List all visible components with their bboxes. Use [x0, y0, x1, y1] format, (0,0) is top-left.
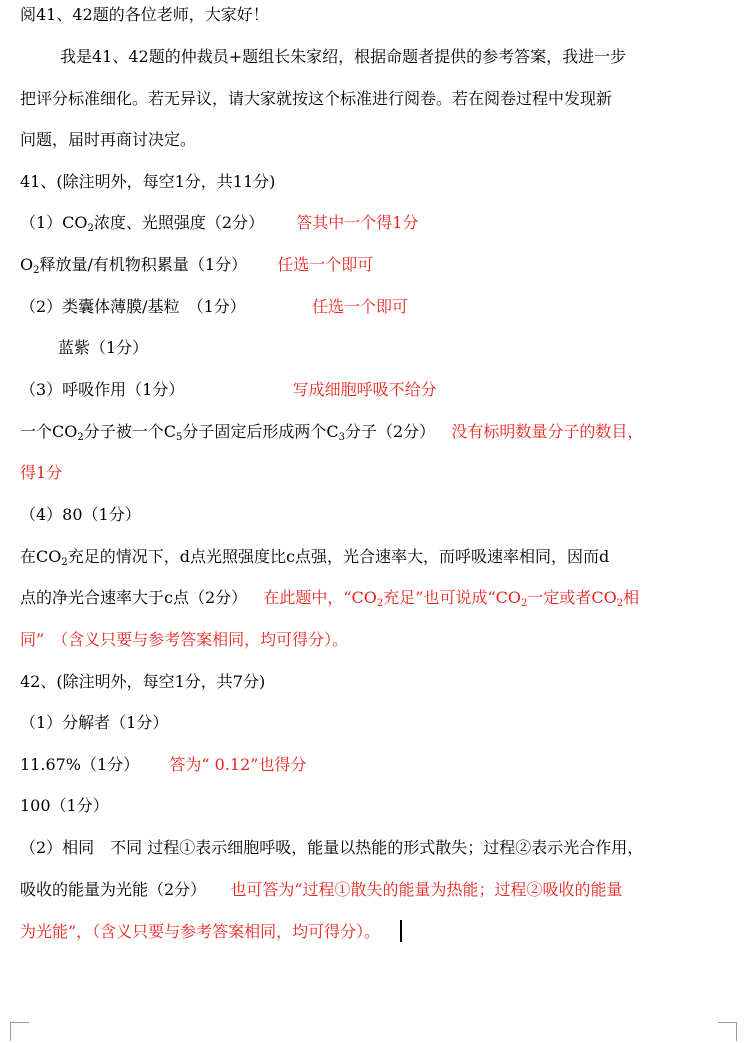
grading-note: 任选一个即可 — [277, 255, 374, 274]
intro-text-3: 问题，届时再商讨决定。 — [20, 130, 197, 149]
q41-p1b-text: O — [20, 255, 34, 274]
grading-note: 没有标明数量分子的数目， — [451, 422, 644, 441]
intro-text-1: 我是41、42题的仲裁员+题组长朱家绍，根据命题者提供的参考答案，我进一步 — [60, 47, 627, 66]
greeting-text: 阅41、42题的各位老师，大家好！ — [20, 5, 269, 24]
intro-text-2: 把评分标准细化。若无异议，请大家就按这个标准进行阅卷。若在阅卷过程中发现新 — [20, 89, 613, 108]
q41-p1b-line — [20, 254, 740, 276]
grading-note: 写成细胞呼吸不给分 — [292, 380, 437, 399]
q41-p3-line — [20, 379, 740, 401]
q42-p1c-text: 100（1分） — [20, 796, 109, 815]
q42-p1-text: （1）分解者（1分） — [20, 713, 169, 732]
grading-note: 同” （含义只要与参考答案相同，均可得分）。 — [20, 630, 349, 649]
q41-p4b-line-2 — [20, 587, 740, 609]
subscript: 5 — [176, 432, 183, 443]
q41-p1-line — [20, 212, 740, 234]
grading-note: 也可答为“过程①散失的能量为热能；过程②吸收的能量 — [230, 880, 623, 899]
intro-line-3 — [20, 129, 740, 151]
q41-p1b-text-post: 释放量/有机物积累量（1分） — [39, 255, 248, 274]
q42-p1c-line — [20, 795, 740, 817]
q41-header-text: 41、(除注明外，每空1分，共11分) — [20, 172, 276, 191]
page-corner-mark-left — [10, 1022, 29, 1041]
q41-p1-text-post: 浓度、光照强度（2分） — [93, 213, 265, 232]
q41-p3-text: （3）呼吸作用（1分） — [20, 380, 185, 399]
q42-header-text: 42、(除注明外，每空1分，共7分) — [20, 672, 266, 691]
q42-p2-line-3 — [20, 920, 740, 942]
page-corner-mark-right — [718, 1022, 737, 1041]
intro-line-2 — [20, 88, 740, 110]
q42-p2-text: 吸收的能量为光能（2分） — [20, 880, 207, 899]
q41-p4b-line-3 — [20, 629, 740, 651]
grading-note: 答其中一个得1分 — [296, 213, 419, 232]
q41-p1-text: （1）CO — [20, 213, 88, 232]
note-text: 充足”也可说成“CO — [383, 588, 521, 607]
q41-p2-line — [20, 296, 740, 318]
note-text: 相 — [623, 588, 640, 607]
q41-p3b-text: 一个CO — [20, 422, 78, 441]
grading-note — [263, 588, 639, 607]
q42-p1-line — [20, 712, 740, 734]
q41-p4b-text: 点的净光合速率大于c点（2分） — [20, 588, 248, 607]
q41-p4b-text: 充足的情况下，d点光照强度比c点强，光合速率大，而呼吸速率相同，因而d — [67, 547, 610, 566]
q42-p1b-line — [20, 754, 740, 776]
subscript: 2 — [376, 598, 384, 609]
greeting-line — [20, 4, 740, 26]
q42-p2-text: （2）相同 不同 过程①表示细胞呼吸，能量以热能的形式散失；过程②表示光合作用， — [20, 838, 644, 857]
q41-p3b-text: 分子（2分） — [345, 422, 436, 441]
subscript: 2 — [77, 432, 84, 443]
subscript: 2 — [61, 557, 68, 568]
q41-p2-text: （2）类囊体薄膜/基粒 （1分） — [20, 297, 246, 316]
text-cursor — [400, 920, 402, 942]
grading-note: 任选一个即可 — [311, 297, 408, 316]
grading-note: 得1分 — [20, 463, 63, 482]
subscript: 2 — [616, 598, 624, 609]
note-text: 在此题中，“CO — [263, 588, 377, 607]
q41-p3b-line-2 — [20, 462, 740, 484]
q41-header — [20, 171, 740, 193]
subscript: 3 — [338, 432, 345, 443]
q41-p4-line — [20, 504, 740, 526]
grading-note: 为光能”，（含义只要与参考答案相同，均可得分）。 — [20, 922, 381, 941]
q41-p2b-line — [58, 337, 738, 359]
q41-p4b-text: 在CO — [20, 547, 62, 566]
q41-p4-text: （4）80（1分） — [20, 505, 141, 524]
q41-p4b-line-1 — [20, 546, 740, 568]
q41-p3b-line — [20, 421, 740, 443]
q41-p3b-text: 分子被一个C — [83, 422, 176, 441]
q42-header — [20, 671, 740, 693]
subscript: 2 — [33, 265, 40, 276]
q41-p3b-text: 分子固定后形成两个C — [182, 422, 339, 441]
q42-p2-line-2 — [20, 879, 740, 901]
note-text: 一定或者CO — [527, 588, 617, 607]
q42-p2-line-1 — [20, 837, 740, 859]
intro-line-1 — [60, 46, 740, 68]
grading-note: 答为“ 0.12”也得分 — [169, 755, 307, 774]
subscript: 2 — [87, 223, 94, 234]
q42-p1b-text: 11.67%（1分） — [20, 755, 140, 774]
q41-p2b-text: 蓝紫（1分） — [58, 338, 149, 357]
subscript: 2 — [521, 598, 528, 609]
